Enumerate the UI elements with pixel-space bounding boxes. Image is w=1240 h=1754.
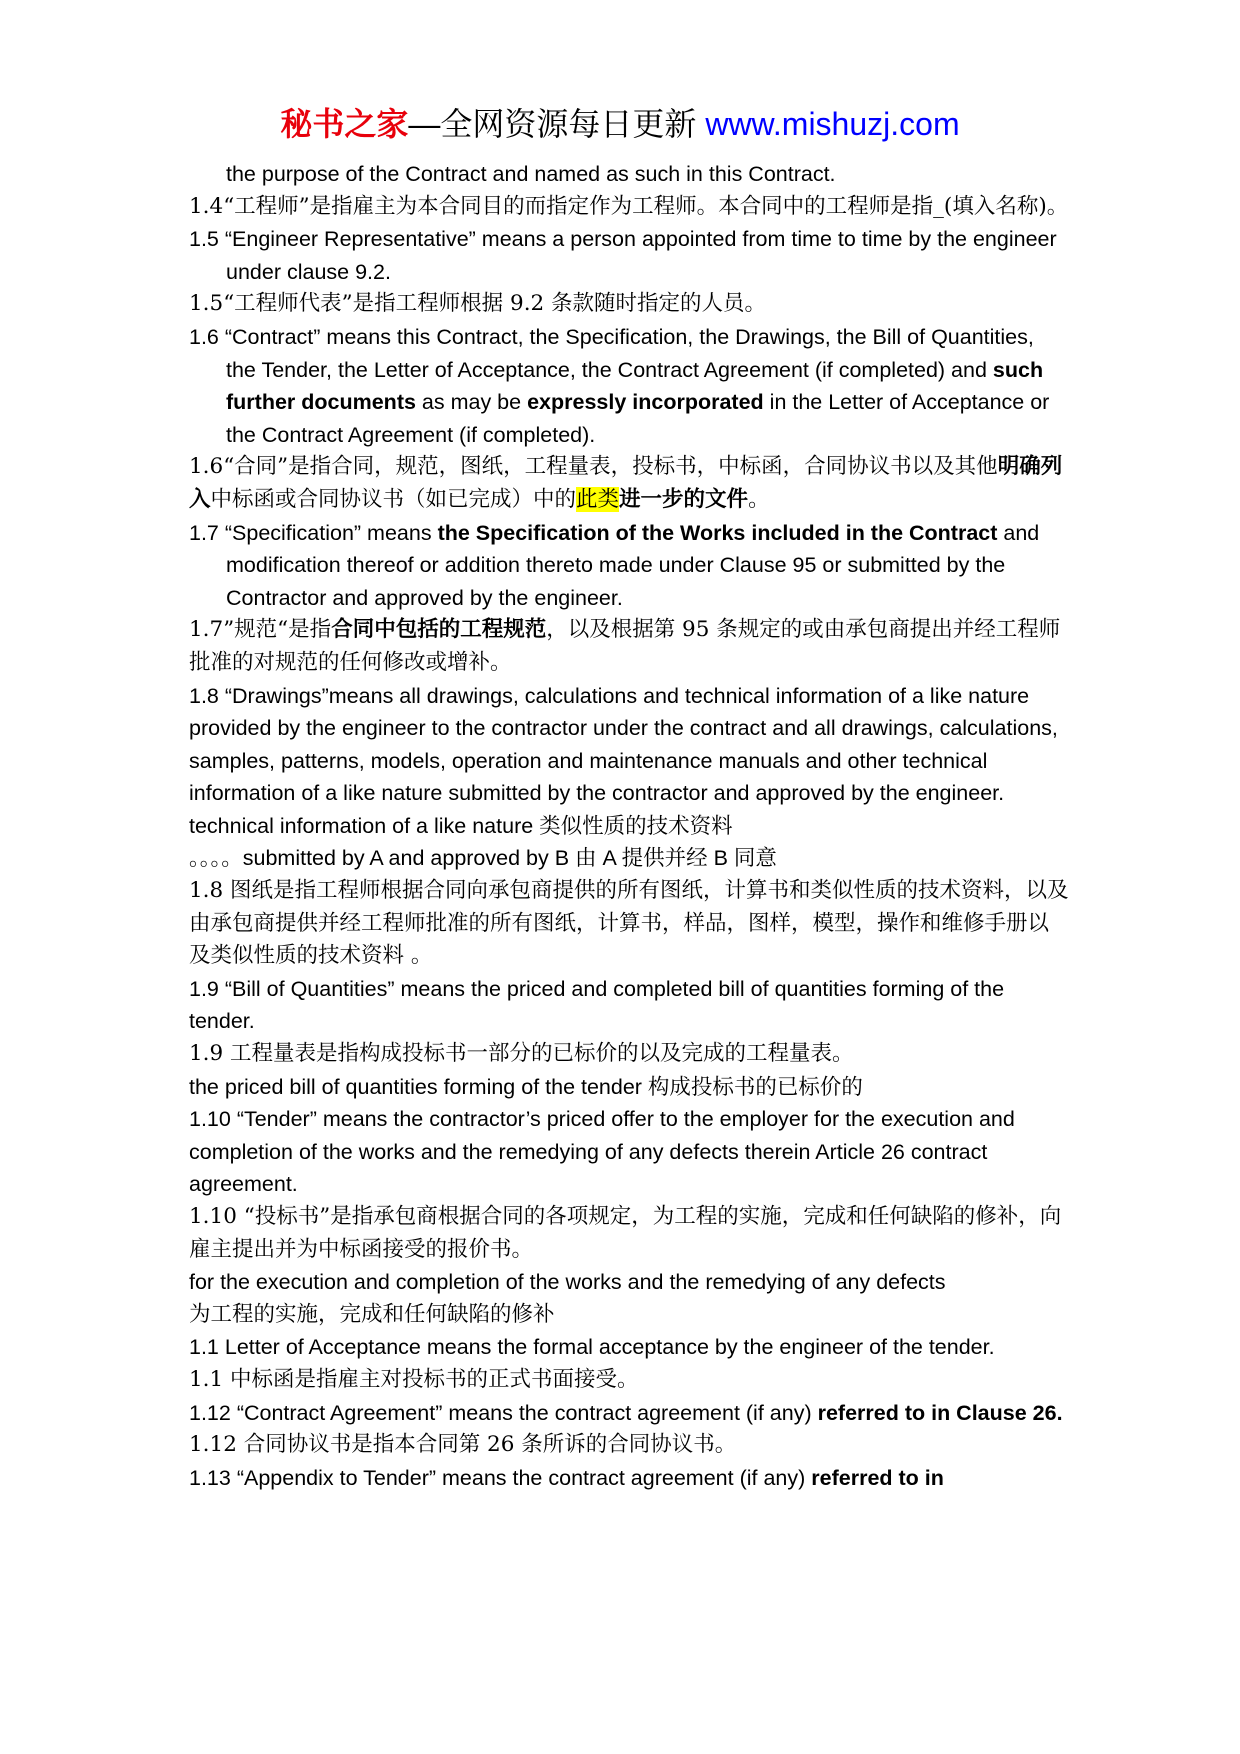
paragraph-1-6-zh — [189, 451, 1069, 516]
page-header — [0, 104, 1240, 144]
paragraph-1-8-zh: 1.8 图纸是指工程师根据合同向承包商提供的所有图纸，计算书和类似性质的技术资料，以及由承包商提供并经工程师批准的所有图纸，计算书，样品，图样，模型，操作和维修手册以及类似性质的技术资料 。 — [189, 878, 1069, 969]
bold-run: referred to in Clause 26. — [817, 1400, 1063, 1425]
text-run: 1.13 “Appendix to Tender” means the contract agreement (if any) — [189, 1465, 812, 1490]
text-run: 1.7”规范“是指 — [189, 617, 332, 643]
text-run: 1.12 “Contract Agreement” means the contract agreement (if any) — [189, 1400, 818, 1425]
paragraph-note-execution-zh: 为工程的实施，完成和任何缺陷的修补 — [189, 1301, 555, 1327]
paragraph-1-7-en — [189, 517, 1069, 615]
paragraph-1-8-en: 1.8 “Drawings”means all drawings, calculations and technical information of a like nature provided by the engineer to the contractor under the contract and all drawings, calculations, samples, patterns, models, operation and maintenance manuals and other technical information of a like nature submitted by the contractor and approved by the engineer. — [189, 683, 1058, 806]
highlighted-run: 此类 — [576, 486, 620, 512]
paragraph-1-4-zh: 1.4“工程师”是指雇主为本合同目的而指定作为工程师。本合同中的工程师是指_(填入名称)。 — [189, 193, 1069, 219]
paragraph-1-9-zh: 1.9 工程量表是指构成投标书一部分的已标价的以及完成的工程量表。 — [189, 1041, 854, 1067]
paragraph-note-technical-information: technical information of a like nature 类似性质的技术资料 — [189, 813, 733, 838]
bold-run: 进一步的文件 — [619, 486, 749, 512]
paragraph-note-submitted-approved: 。。。。submitted by A and approved by B 由 A 提供并经 B 同意 — [189, 846, 777, 871]
text-run: and modification thereof or addition thereto made under Clause 95 or submitted by the Contractor and approved by the engineer. — [226, 520, 1040, 610]
text-run: 1.7 “Specification” means — [189, 520, 438, 545]
text-run: 。 — [748, 486, 770, 512]
header-brand: 秘书之家 — [280, 106, 409, 142]
text-run: ，以及根据第 95 条规定的或由承包商提出并经工程师批准的对规范的任何修改或增补。 — [189, 617, 1061, 675]
paragraph-1-12-zh: 1.12 合同协议书是指本合同第 26 条所诉的合同协议书。 — [189, 1432, 737, 1458]
paragraph-note-execution-en: for the execution and completion of the works and the remedying of any defects — [189, 1270, 946, 1295]
paragraph-1-6-en — [189, 321, 1069, 451]
paragraph-1-9-en: 1.9 “Bill of Quantities” means the priced and completed bill of quantities forming of the tender. — [189, 976, 1005, 1034]
text-run: 1.6 “Contract” means this Contract, the Specification, the Drawings, the Bill of Quantities, the Tender, the Letter of Acceptance, the Contract Agreement (if completed) and — [189, 324, 1034, 382]
paragraph-1-7-zh — [189, 614, 1069, 679]
bold-run: 合同中包括的工程规范 — [331, 617, 547, 643]
paragraph-note-priced-bill: the priced bill of quantities forming of the tender 构成投标书的已标价的 — [189, 1074, 863, 1099]
paragraph-1-5-en: 1.5 “Engineer Representative” means a person appointed from time to time by the engineer under clause 9.2. — [189, 227, 1057, 284]
text-run: 1.6“合同”是指合同，规范，图纸，工程量表，投标书，中标函，合同协议书以及其他 — [189, 454, 998, 480]
paragraph-1-10-en: 1.10 “Tender” means the contractor’s priced offer to the employer for the execution and completion of the works and the remedying of any defects therein Article 26 contract agreement. — [189, 1107, 1015, 1197]
header-url-link[interactable]: www.mishuzj.com — [705, 106, 960, 142]
paragraph-1-10-zh: 1.10 “投标书”是指承包商根据合同的各项规定，为工程的实施，完成和任何缺陷的修补，向雇主提出并为中标函接受的报价书。 — [189, 1204, 1062, 1262]
text-run: 中标函或合同协议书（如已完成）中的 — [210, 486, 577, 512]
paragraph-1-12-en — [189, 1397, 1069, 1430]
header-tagline: —全网资源每日更新 — [408, 106, 706, 142]
document-body — [189, 158, 1069, 1494]
bold-run: such further documents — [226, 357, 1044, 415]
bold-run: 明确列入 — [189, 454, 1063, 512]
bold-run: the Specification of the Works included in the Contract — [437, 520, 998, 545]
paragraph-contract-purpose-continued: the purpose of the Contract and named as such in this Contract. — [226, 162, 836, 186]
paragraph-1-11-en: 1.1 Letter of Acceptance means the formal acceptance by the engineer of the tender. — [189, 1335, 995, 1360]
paragraph-1-5-zh: 1.5“工程师代表”是指工程师根据 9.2 条款随时指定的人员。 — [189, 291, 767, 317]
text-run: as may be — [415, 390, 528, 415]
bold-run: expressly incorporated — [527, 390, 764, 415]
bold-run: referred to in — [811, 1465, 944, 1490]
paragraph-1-13-en — [189, 1462, 1069, 1495]
text-run: in the Letter of Acceptance or the Contract Agreement (if completed). — [226, 390, 1050, 447]
paragraph-1-11-zh: 1.1 中标函是指雇主对投标书的正式书面接受。 — [189, 1366, 639, 1392]
